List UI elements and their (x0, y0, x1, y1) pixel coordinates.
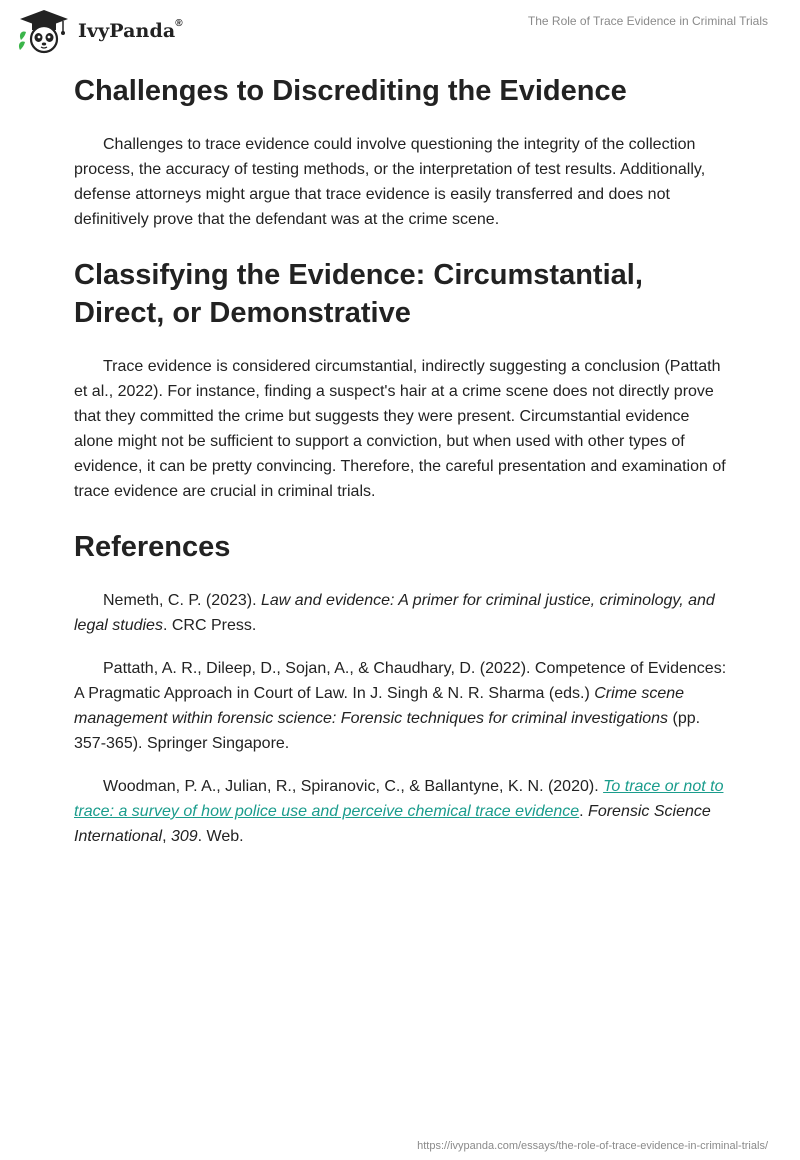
brand-logo[interactable] (16, 8, 183, 54)
section-heading-challenges: Challenges to Discrediting the Evidence (74, 75, 627, 107)
reference-item: Woodman, P. A., Julian, R., Spiranovic, C., & Ballantyne, K. N. (2020). To trace or not to trace: a survey of how police use and perceive chemical trace evidence. Forensic Science International, 309. Web. (74, 778, 724, 845)
reference-item: Pattath, A. R., Dileep, D., Sojan, A., & Chaudhary, D. (2022). Competence of Evidences: A Pragmatic Approach in Court of Law. In J. Singh & N. R. Sharma (eds.) Crime scene management within forensic science: Forensic techniques for criminal investigations (pp. 357-365). Springer Singapore. (74, 660, 727, 752)
brand-name: IvyPanda® (78, 18, 183, 42)
page-header (0, 0, 800, 70)
footer-url[interactable]: https://ivypanda.com/essays/the-role-of-trace-evidence-in-criminal-trials/ (417, 1140, 768, 1152)
reference-item: Nemeth, C. P. (2023). Law and evidence: A primer for criminal justice, criminology, and legal studies. CRC Press. (74, 592, 715, 634)
paragraph-challenges: Challenges to trace evidence could involve questioning the integrity of the collection process, the accuracy of testing methods, or the interpretation of test results. Additionally, defense attorneys might argue that trace evidence is easily transferred and does not definitively prove that the defendant was at the crime scene. (74, 136, 706, 228)
panda-graduate-logo-icon (16, 8, 72, 54)
section-heading-references: References (74, 531, 231, 563)
section-heading-classifying: Classifying the Evidence: Circumstantial, Direct, or Demonstrative (74, 259, 643, 329)
paragraph-classifying: Trace evidence is considered circumstantial, indirectly suggesting a conclusion (Pattath et al., 2022). For instance, finding a suspect's hair at a crime scene does not directly prove that they committed the crime but suggests they were present. Circumstantial evidence alone might not be sufficient to support a conviction, but when used with other types of evidence, it can be pretty convincing. Therefore, the careful presentation and examination of trace evidence are crucial in criminal trials. (74, 358, 726, 500)
reference-link[interactable]: To trace or not to trace: a survey of how police use and perceive chemical trace evidence (74, 778, 724, 820)
essay-content (74, 72, 729, 867)
document-title: The Role of Trace Evidence in Criminal Trials (527, 14, 768, 28)
